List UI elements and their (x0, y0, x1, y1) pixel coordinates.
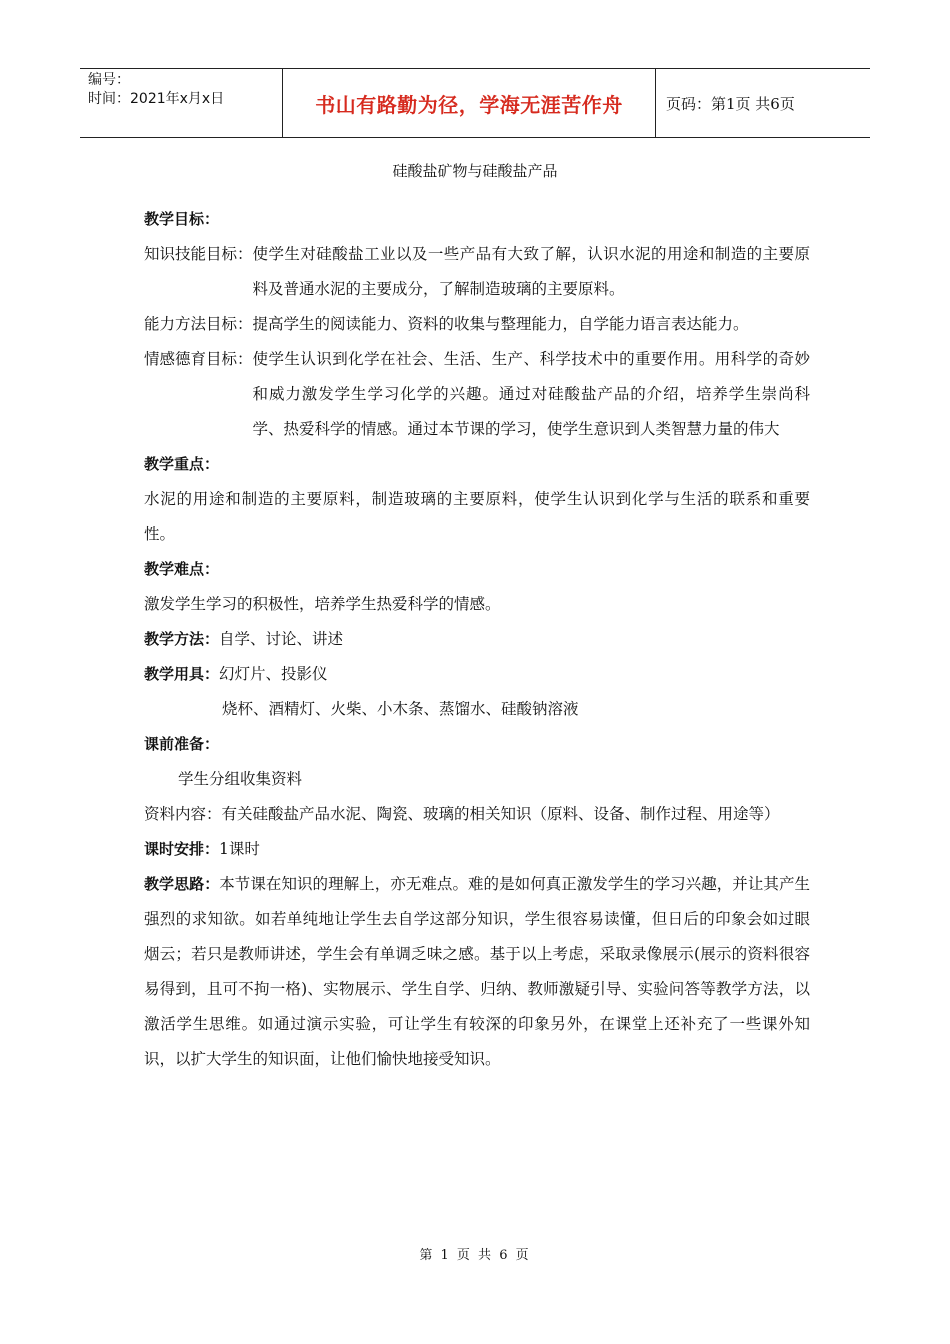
key-points-text: 水泥的用途和制造的主要原料，制造玻璃的主要原料，使学生认识到化学与生活的联系和重要性。 (144, 490, 810, 543)
ability-label: 能力方法目标： (144, 315, 253, 333)
header-left-cell (80, 69, 282, 137)
page-header (80, 68, 870, 138)
key-points-heading: 教学重点： (144, 455, 220, 473)
methods-heading: 教学方法： (144, 630, 220, 648)
motto-text: 书山有路勤为径，学海无涯苦作舟 (315, 92, 623, 117)
page-footer: 第 1 页 共 6 页 (419, 1248, 531, 1263)
thinking-paragraph (144, 867, 810, 1077)
knowledge-objective (144, 237, 810, 307)
emotion-label: 情感德育目标： (144, 350, 253, 368)
methods-line (144, 622, 810, 657)
schedule-text: 1课时 (219, 840, 260, 858)
preparation-heading: 课前准备： (144, 735, 220, 753)
document-title: 硅酸盐矿物与硅酸盐产品 (392, 162, 558, 180)
thinking-heading: 教学思路： (144, 875, 220, 893)
preparation-line1: 学生分组收集资料 (178, 770, 303, 788)
emotion-text: 使学生认识到化学在社会、生活、生产、科学技术中的重要作用。用科学的奇妙和威力激发学生学习化学的兴趣。通过对硅酸盐产品的介绍，培养学生崇尚科学、热爱科学的情感。通过本节课的学习，使学生意识到人类智慧力量的伟大 (252, 350, 810, 438)
methods-text: 自学、讨论、讲述 (219, 630, 344, 648)
document-body (144, 202, 810, 1077)
tools-line1: 幻灯片、投影仪 (219, 665, 328, 683)
ability-objective (144, 307, 810, 342)
difficulties-heading: 教学难点： (144, 560, 220, 578)
preparation-line2: 资料内容：有关硅酸盐产品水泥、陶瓷、玻璃的相关知识（原料、设备、制作过程、用途等） (144, 805, 780, 823)
page-info: 页码：第1页 共6页 (666, 94, 795, 113)
tools-heading: 教学用具： (144, 665, 220, 683)
knowledge-label: 知识技能目标： (144, 245, 253, 263)
header-page-cell (656, 69, 870, 137)
schedule-heading: 课时安排： (144, 840, 220, 858)
thinking-text: 本节课在知识的理解上，亦无难点。难的是如何真正激发学生的学习兴趣，并让其产生强烈的求知欲。如若单纯地让学生去自学这部分知识，学生很容易读懂，但日后的印象会如过眼烟云；若只是教师讲述，学生会有单调乏味之感。基于以上考虑，采取录像展示(展示的资料很容易得到，且可不拘一格)、实物展示、学生自学、归纳、教师激疑引导、实验问答等教学方法，以激活学生思维。如通过演示实验，可让学生有较深的印象另外，在课堂上还补充了一些课外知识，以扩大学生的知识面，让他们愉快地接受知识。 (144, 875, 810, 1068)
tools-line2: 烧杯、酒精灯、火柴、小木条、蒸馏水、硅酸钠溶液 (222, 700, 579, 718)
tools-line (144, 657, 810, 692)
time-label: 时间：2021年x月x日 (88, 91, 225, 107)
schedule-line (144, 832, 810, 867)
number-label: 编号： (88, 72, 130, 88)
ability-text: 提高学生的阅读能力、资料的收集与整理能力，自学能力语言表达能力。 (252, 315, 749, 333)
header-motto-cell (282, 69, 656, 137)
knowledge-text: 使学生对硅酸盐工业以及一些产品有大致了解，认识水泥的用途和制造的主要原料及普通水泥的主要成分，了解制造玻璃的主要原料。 (252, 245, 810, 298)
difficulties-text: 激发学生学习的积极性，培养学生热爱科学的情感。 (144, 595, 501, 613)
emotion-objective (144, 342, 810, 447)
objectives-heading: 教学目标： (144, 210, 220, 228)
